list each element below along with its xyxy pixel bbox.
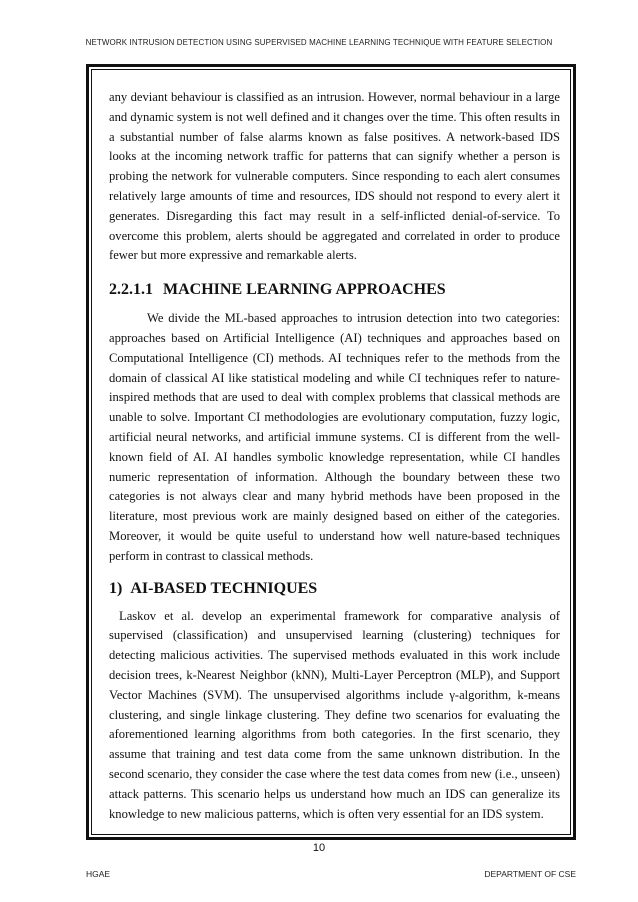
subsection-paragraph: Laskov et al. develop an experimental framework for comparative analysis of supervised (classification) and unsupervised learning (clustering) techniques for detecting malicious activities. The supervised methods evaluated in this work include decision trees, k-Nearest Neighbor (kNN), Multi-Layer Perceptron (MLP), and Support Vector Machines (SVM). The unsupervised algorithms include γ-algorithm, k-means clustering, and single linkage clustering. They define two scenarios for evaluating the aforementioned learning algorithms from both categories. In the first scenario, they assume that training and test data come from the same unknown distribution. In the second scenario, they consider the case where the test data comes from new (i.e., unseen) attack patterns. This scenario helps us understand how much an IDS can generalize its knowledge to new malicious patterns, which is often very essential for an IDS system. [109, 608, 560, 821]
running-header: NETWORK INTRUSION DETECTION USING SUPERVISED MACHINE LEARNING TECHNIQUE WITH FEATURE SELECTION [85, 38, 553, 47]
subsection-number: 1) [109, 579, 123, 597]
page-number: 10 [312, 842, 326, 854]
footer-right: DEPARTMENT OF CSE [484, 869, 576, 879]
footer-left: HGAE [86, 869, 111, 879]
intro-paragraph: any deviant behaviour is classified as an intrusion. However, normal behaviour in a large and dynamic system is not well defined and it changes over the time. This often results in a substantial number of false alarms known as false positives. A network-based IDS looks at the incoming network traffic for patterns that can signify whether a person is probing the network for vulnerable computers. Since responding to each alert consumes relatively large amounts of time and resources, IDS should not respond to every alert it generates. Disregarding this fact may result in a self-inflicted denial-of-service. To overcome this problem, alerts should be aggregated and correlated in order to produce fewer but more expressive and remarkable alerts. [109, 90, 560, 263]
subsection-heading [109, 579, 560, 599]
section-number: 2.2.1.1 [109, 281, 153, 299]
section-heading [109, 280, 560, 300]
page-content [109, 88, 560, 824]
section-title: MACHINE LEARNING APPROACHES [163, 281, 446, 299]
subsection-title: AI-BASED TECHNIQUES [130, 579, 318, 597]
section-paragraph: We divide the ML-based approaches to intrusion detection into two categories: approaches based on Artificial Intelligence (AI) techniques and approaches based on Computational Intelligence (CI) methods. AI techniques refer to the methods from the domain of classical AI like statistical modeling and while CI techniques refer to nature-inspired methods that are used to deal with complex problems that classical methods are unable to solve. Important CI methodologies are evolutionary computation, fuzzy logic, artificial neural networks, and artificial immune systems. CI is different from the well-known field of AI. AI handles symbolic knowledge representation, while CI handles numeric representation of information. Although the boundary between these two categories is not always clear and many hybrid methods have been proposed in the literature, most previous work are mainly designed based on either of the categories. Moreover, it would be quite useful to understand how well nature-based techniques perform in contrast to classical methods. [109, 311, 560, 563]
